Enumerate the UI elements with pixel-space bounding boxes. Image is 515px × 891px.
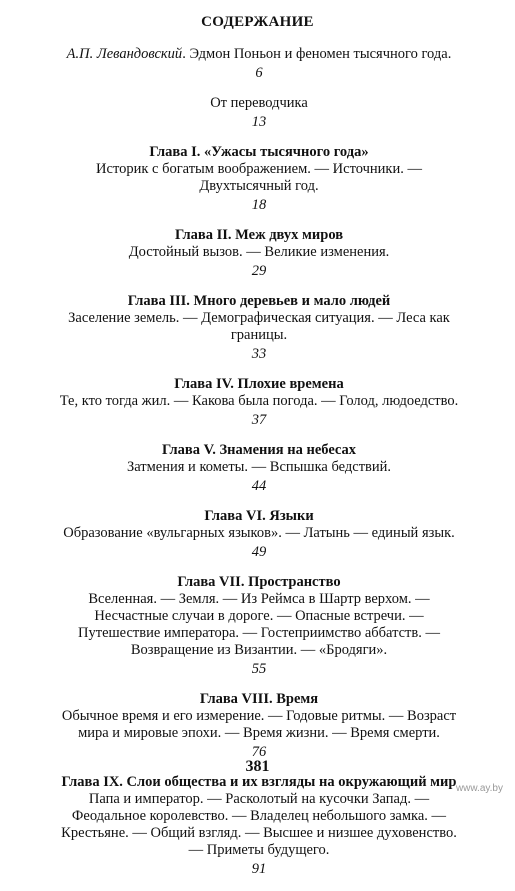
chapter-page-number: 55 <box>251 661 267 677</box>
chapter-page-number: 44 <box>251 478 267 494</box>
translator-title: От переводчика <box>210 95 308 111</box>
page-number: 381 <box>245 758 270 775</box>
chapter-page-number: 49 <box>251 544 267 560</box>
chapter-description: Обычное время и его измерение. — Годовые ритмы. — Возраст мира и мировые эпохи. — Время жизни. — Время смерти. <box>61 708 457 741</box>
chapter-title: Глава VII. Пространство <box>177 574 341 590</box>
chapter-title: Глава VIII. Время <box>199 691 319 707</box>
toc-entry-chapter <box>54 442 464 495</box>
toc-entry-chapter <box>54 376 464 429</box>
toc-heading: СОДЕРЖАНИЕ <box>201 14 314 30</box>
toc-entry-chapter <box>54 691 464 761</box>
chapter-description: Затмения и кометы. — Вспышка бедствий. <box>126 459 392 475</box>
chapter-description: Историк с богатым воображением. — Источники. — Двухтысячный год. <box>96 161 422 194</box>
chapter-title: Глава IV. Плохие времена <box>174 376 344 392</box>
toc-entry-chapter <box>54 774 464 878</box>
chapter-page-number: 76 <box>251 744 267 760</box>
chapter-description: Достойный вызов. — Великие изменения. <box>128 244 390 260</box>
intro-title: . Эдмон Поньон и феномен тысячного года. <box>182 46 452 62</box>
intro-page-number: 6 <box>255 65 263 81</box>
chapter-description: Папа и император. — Расколотый на кусочки Запад. — Феодальное королевство. — Владелец небольшого замка. — Крестьяне. — Общий взгляд. — Высшее и низшее духовенство. — Приметы будущего. <box>61 791 457 858</box>
chapter-page-number: 18 <box>251 197 267 213</box>
chapter-title: Глава V. Знамения на небесах <box>161 442 357 458</box>
intro-line <box>54 46 464 63</box>
toc-entry-intro <box>54 46 464 82</box>
chapter-page-number: 37 <box>251 412 267 428</box>
toc-entry-chapter <box>54 144 464 214</box>
chapter-page-number: 33 <box>251 346 267 362</box>
toc-entry-translator <box>54 95 464 131</box>
chapter-description: Вселенная. — Земля. — Из Реймса в Шартр верхом. — Несчастные случаи в дороге. — Опасные встречи. — Путешествие императора. — Гостеприимство аббатств. — Возвращение из Византии. — «Бродяги». <box>78 591 440 658</box>
intro-author: А.П. Левандовский <box>66 46 183 62</box>
chapter-description: Заселение земель. — Демографическая ситуация. — Леса как границы. <box>68 310 450 343</box>
chapter-title: Глава II. Меж двух миров <box>174 227 344 243</box>
chapter-title: Глава IX. Слои общества и их взгляды на окружающий мир <box>61 774 457 790</box>
chapter-description: Те, кто тогда жил. — Какова была погода. — Голод, людоедство. <box>59 393 459 409</box>
chapter-title: Глава I. «Ужасы тысячного года» <box>149 144 369 160</box>
chapter-title: Глава III. Много деревьев и мало людей <box>127 293 391 309</box>
toc-entry-chapter <box>54 293 464 363</box>
toc-entry-chapter <box>54 574 464 678</box>
chapter-title: Глава VI. Языки <box>204 508 314 524</box>
translator-page-number: 13 <box>251 114 267 130</box>
toc-entry-chapter <box>54 227 464 280</box>
toc-entry-chapter <box>54 508 464 561</box>
watermark: www.ay.by <box>455 783 503 794</box>
chapter-description: Образование «вульгарных языков». — Латынь — единый язык. <box>63 525 455 541</box>
chapter-page-number: 29 <box>251 263 267 279</box>
chapter-page-number: 91 <box>251 861 267 877</box>
